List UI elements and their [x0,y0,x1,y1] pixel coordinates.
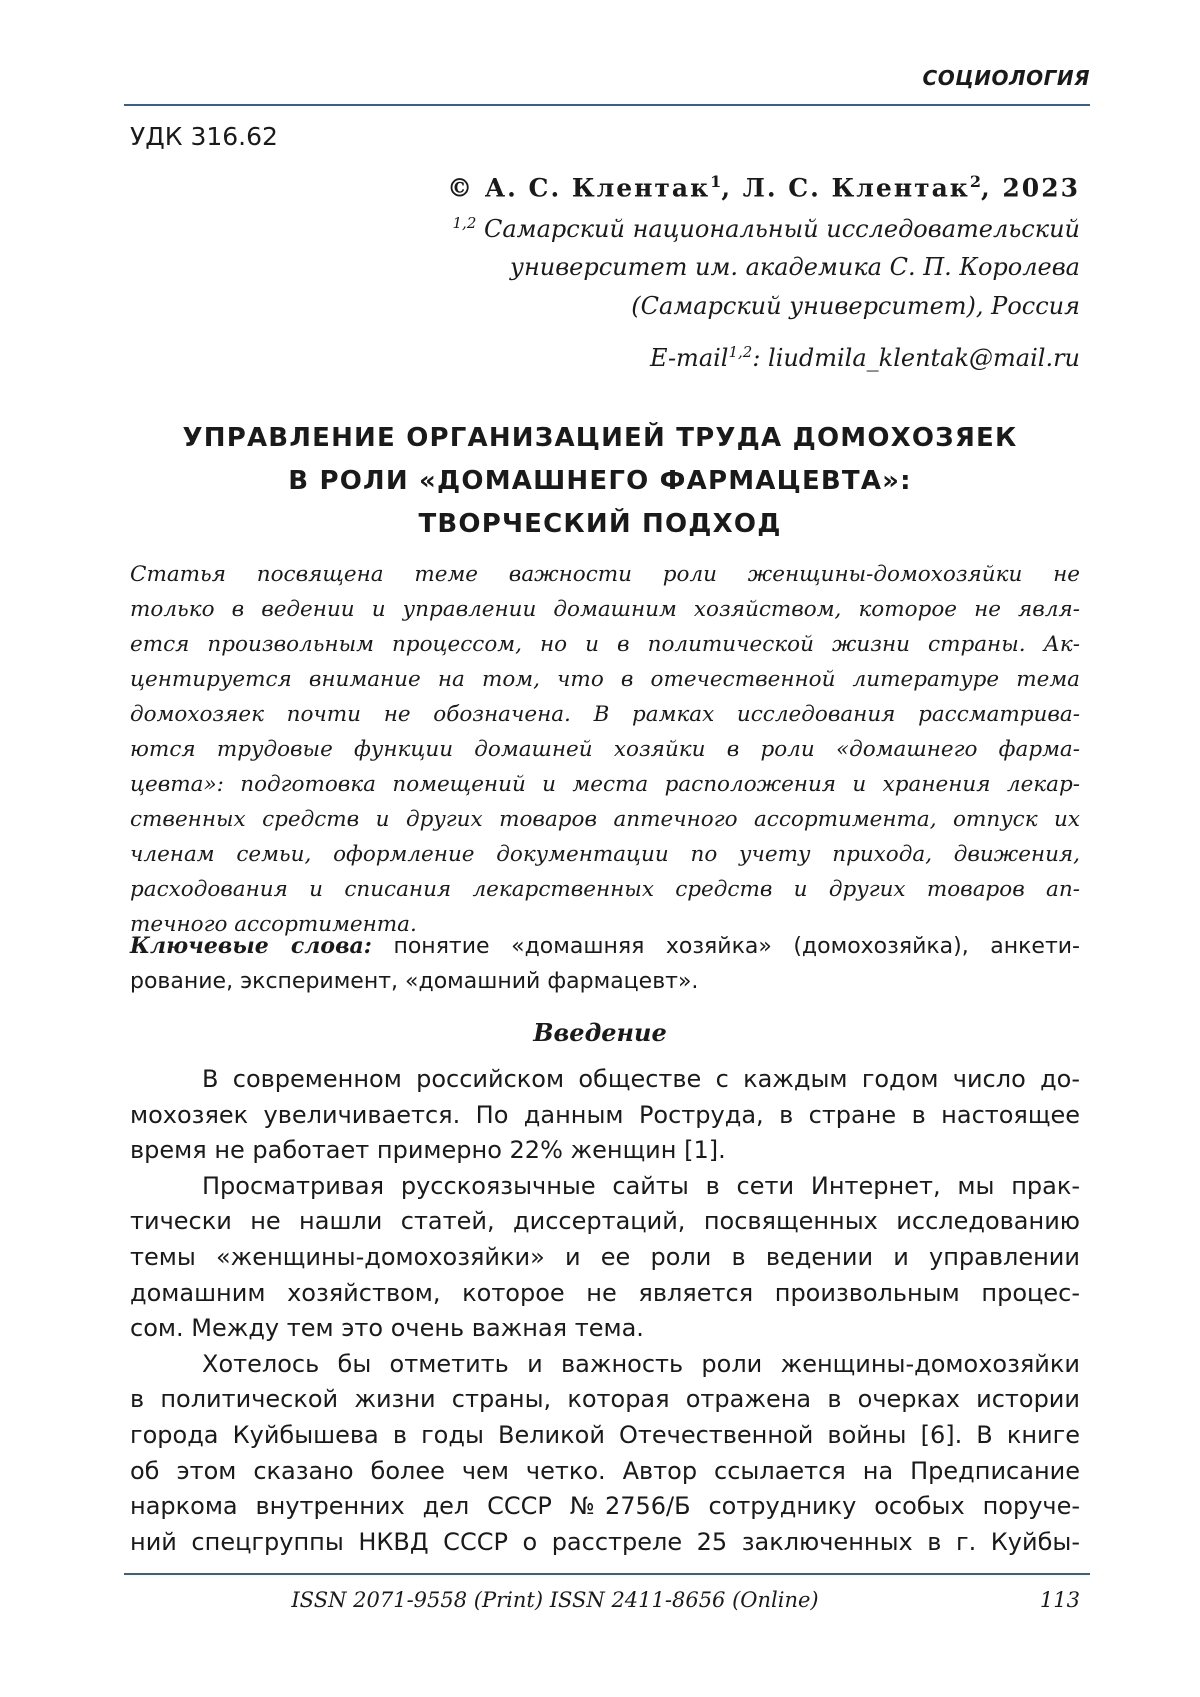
footer-issn: ISSN 2071-9558 (Print) ISSN 2411-8656 (Online) [291,1588,819,1612]
keywords-text-2: рование, эксперимент, «домашний фармацевт». [130,969,699,994]
header-rule [124,104,1090,106]
copyright-year: , 2023 [981,173,1080,203]
abstract-line: расходования и списания лекарственных средств и других товаров ап- [130,877,1080,902]
abstract-line: центируется внимание на том, что в отечественной литературе тема [130,667,1080,692]
paragraph-line: об этом сказано более чем четко. Автор ссылается на Предписание [130,1456,1080,1485]
paragraph-line: ний спецгруппы НКВД СССР о расстреле 25 заключенных в г. Куйбы- [130,1527,1080,1556]
keywords-line [130,929,1080,964]
page-number: 113 [1039,1588,1080,1612]
abstract-line: Статья посвящена теме важности роли женщины-домохозяйки не [130,562,1080,587]
footer-rule [124,1573,1090,1575]
keywords-text-1: понятие «домашняя хозяйка» (домохозяйка), анкети- [371,934,1080,959]
section-heading-introduction: Введение [533,1018,667,1047]
author-2-affil-mark: 2 [969,172,981,191]
paragraph-line: время не работает примерно 22% женщин [1]. [130,1136,726,1165]
abstract-line: цевта»: подготовка помещений и места расположения и хранения лекар- [130,772,1080,797]
author-1: © А. С. Клентак [447,173,711,203]
author-2: , Л. С. Клентак [721,173,970,203]
abstract-line: ственных средств и других товаров аптечного ассортимента, отпуск их [130,807,1080,832]
article-title-line-3: ТВОРЧЕСКИЙ ПОДХОД [418,509,782,539]
keywords [130,929,1080,999]
author-1-affil-mark: 1 [710,172,722,191]
paragraph-line: домашним хозяйством, которое не является произвольным процес- [130,1278,1080,1307]
paragraph-line: города Куйбышева в годы Великой Отечественной войны [6]. В книге [130,1420,1080,1449]
paragraph-line: тически не нашли статей, диссертаций, посвященных исследованию [130,1207,1080,1236]
article-title-line-1: УПРАВЛЕНИЕ ОРГАНИЗАЦИЕЙ ТРУДА ДОМОХОЗЯЕК [182,423,1018,453]
running-head-section: СОЦИОЛОГИЯ [922,66,1090,90]
keywords-label: Ключевые слова: [130,933,372,959]
abstract-line: ются трудовые функции домашней хозяйки в роли «домашнего фарма- [130,737,1080,762]
affiliation-line-2: университет им. академика С. П. Королева [510,253,1080,281]
paragraph-line: в политической жизни страны, которая отражена в очерках истории [130,1385,1080,1414]
authors-line [400,172,1080,202]
email-label: E-mail [649,344,729,372]
affiliation-line-1 [380,214,1080,243]
paragraph-line: темы «женщины-домохозяйки» и ее роли в ведении и управлении [130,1242,1080,1271]
article-title-line-2: В РОЛИ «ДОМАШНЕГО ФАРМАЦЕВТА»: [288,466,912,496]
affiliation-text-1: Самарский национальный исследовательский [476,215,1080,243]
paragraph-line: сом. Между тем это очень важная тема. [130,1314,644,1343]
paragraph-line: мохозяек увеличивается. По данным Роструда, в стране в настоящее [130,1100,1080,1129]
abstract-line: ется произвольным процессом, но и в политической жизни страны. Ак- [130,632,1080,657]
abstract [130,557,1080,942]
affiliation-line-3: (Самарский университет), Россия [631,292,1080,320]
author-email [380,343,1080,372]
paragraph-line: Хотелось бы отметить и важность роли женщины-домохозяйки [202,1349,1080,1378]
paragraph-line: наркома внутренних дел СССР №2756/Б сотруднику особых поруче- [130,1492,1080,1521]
abstract-line: течного ассортимента. [130,912,417,937]
udc-code: УДК 316.62 [130,122,278,151]
email-address: : liudmila_klentak@mail.ru [752,344,1080,372]
abstract-line: членам семьи, оформление документации по учету прихода, движения, [130,842,1080,867]
paragraph-line: В современном российском обществе с каждым годом число до- [202,1065,1080,1093]
paragraph-line: Просматривая русскоязычные сайты в сети Интернет, мы прак- [202,1171,1080,1200]
abstract-line: домохозяек почти не обозначена. В рамках исследования рассматрива- [130,702,1080,727]
email-affil-mark: 1,2 [728,343,753,361]
body-text [130,1062,1080,1560]
abstract-line: только в ведении и управлении домашним хозяйством, которое не явля- [130,597,1080,622]
affiliation-mark: 1,2 [452,214,477,232]
